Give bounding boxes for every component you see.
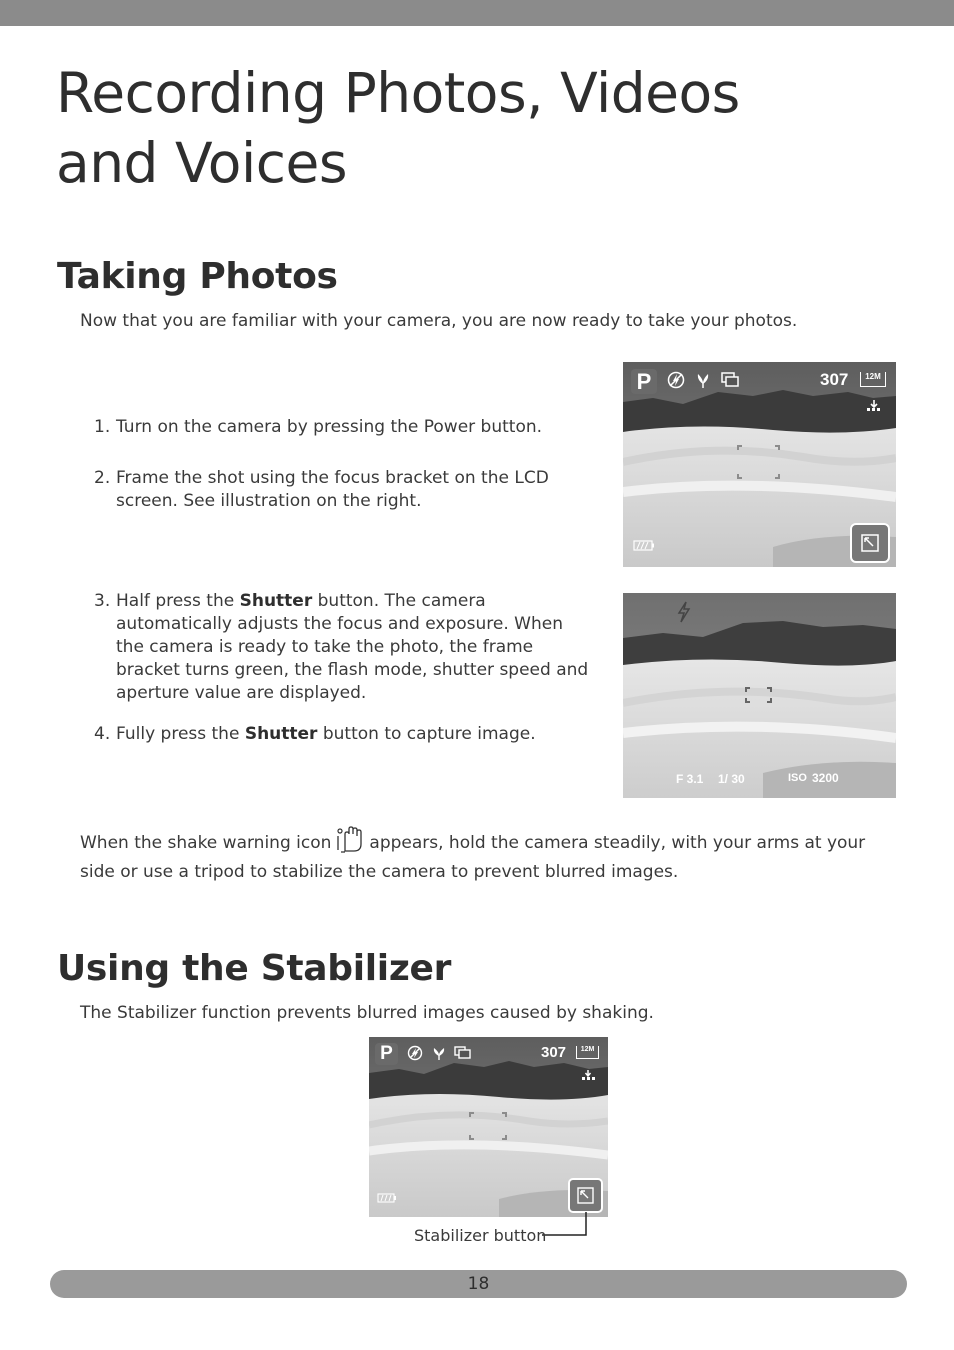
top-bar [0,0,954,26]
page-title [56,58,740,198]
lcd-preview-half-press [623,593,896,798]
continuous-icon [454,1046,472,1060]
resolution-badge: 12M [576,1046,599,1059]
step-text: Turn on the camera by pressing the Power button. [116,417,543,437]
flash-icon [676,601,692,623]
step-text-pre: Half press the [116,591,240,611]
shots-remaining: 307 [820,370,849,389]
shots-remaining: 307 [541,1044,567,1061]
shake-warning-paragraph [80,826,880,882]
aperture-value: F 3.1 [676,772,704,786]
step-2 [94,467,594,515]
page-title-line2: and Voices [56,131,347,195]
step-text [116,467,596,513]
step-number: 4. [94,724,111,744]
quality-icon [866,399,882,413]
macro-icon [431,1045,447,1061]
step-line: automatically adjusts the focus and exposure. When [116,614,563,634]
quality-icon [581,1069,596,1082]
battery-icon [377,1193,397,1203]
page-number: 18 [467,1274,490,1294]
landscape-icon [623,593,896,798]
step-line: aperture value are displayed. [116,683,367,703]
flash-off-icon [407,1045,423,1061]
shake-text-post: appears, hold the camera steadily, with your arms at your [369,833,866,853]
step-number: 1. [94,417,111,437]
lcd-preview-stabilizer [369,1037,608,1217]
iso-label: ISO [788,772,807,784]
shake-line-2: side or use a tripod to stabilize the camera to prevent blurred images. [80,862,679,882]
shake-line-1 [80,826,880,861]
resolution-badge: 12M [860,372,886,387]
continuous-icon [721,372,741,388]
step-text [116,723,596,746]
step-line [116,590,606,613]
stabilizer-button-caption: Stabilizer button [414,1226,547,1245]
step-text [116,590,606,705]
shutter-term: Shutter [239,591,313,611]
stabilizer-intro: The Stabilizer function prevents blurred images caused by shaking. [80,1003,654,1023]
shutter-term: Shutter [244,724,318,744]
mode-badge: P [375,1043,398,1065]
shake-warning-icon [335,826,365,861]
step-4 [94,723,594,747]
taking-photos-intro: Now that you are familiar with your camera, you are now ready to take your photos. [80,311,798,331]
footer-bar [50,1270,907,1298]
shutter-speed: 1/ 30 [718,772,745,786]
taking-photos-heading: Taking Photos [57,256,338,297]
macro-icon [694,371,712,389]
stabilizer-icon [570,1180,601,1211]
step-line: the camera is ready to take the photo, the frame [116,637,534,657]
page-title-line1: Recording Photos, Videos [56,61,740,125]
mode-badge: P [631,369,657,394]
callout-line [540,1212,590,1242]
step-text-post: button. The camera [312,591,486,611]
step-line: screen. See illustration on the right. [116,491,422,511]
lcd-preview-ready [623,362,896,567]
step-text-post: button to capture image. [317,724,536,744]
step-number: 3. [94,591,111,611]
battery-icon [633,540,655,551]
iso-value: 3200 [812,771,839,785]
stabilizer-heading: Using the Stabilizer [57,948,452,989]
step-line: Frame the shot using the focus bracket on the LCD [116,468,549,488]
shake-text-pre: When the shake warning icon [80,833,332,853]
step-number: 2. [94,468,111,488]
step-text-pre: Fully press the [116,724,245,744]
step-3 [94,590,604,710]
stabilizer-button[interactable] [568,1178,603,1213]
step-line: bracket turns green, the flash mode, shutter speed and [116,660,589,680]
step-1 [94,416,594,440]
flash-off-icon [667,371,685,389]
stabilizer-button[interactable] [850,523,890,563]
stabilizer-icon [852,525,888,561]
